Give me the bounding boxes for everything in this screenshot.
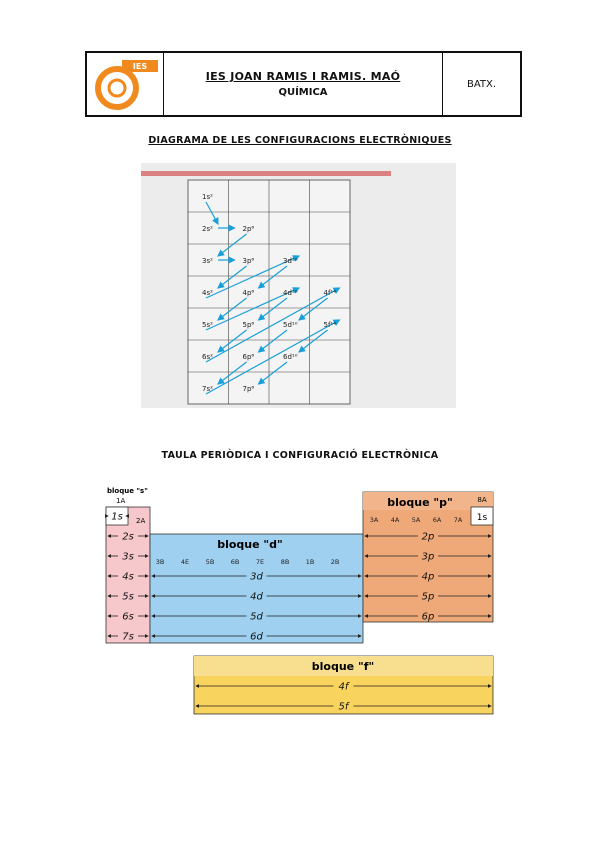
orbital-label: 7s² xyxy=(202,385,213,393)
s-row-label: 5s xyxy=(122,591,134,603)
s-block-label: bloque "s" xyxy=(107,487,148,495)
orbital-label: 6s² xyxy=(202,353,213,361)
group-2a: 2A xyxy=(136,517,146,525)
p-row-label: 5p xyxy=(421,591,435,603)
s-row-label: 1s xyxy=(111,511,123,523)
group-label: 7E xyxy=(255,558,265,566)
school-logo xyxy=(90,54,160,114)
orbital-label: 4d¹⁰ xyxy=(283,289,298,297)
p-block xyxy=(363,492,493,623)
group-8a: 8A xyxy=(477,496,487,504)
orbital-label: 6d¹⁰ xyxy=(283,353,298,361)
s-block xyxy=(106,487,150,643)
orbital-label: 3d¹⁰ xyxy=(283,257,298,265)
d-row-label: 3d xyxy=(250,571,263,583)
level-cell xyxy=(443,53,520,115)
header-table xyxy=(85,51,522,117)
school-cell xyxy=(164,53,443,115)
d-row-label: 4d xyxy=(250,591,263,603)
d-row-label: 5d xyxy=(250,611,263,623)
f-row-label: 4f xyxy=(338,681,349,693)
group-label: 2B xyxy=(330,558,340,566)
d-block xyxy=(150,534,363,643)
orbital-label: 6p⁶ xyxy=(242,353,255,361)
group-label: 5B xyxy=(205,558,215,566)
p-row-label: 6p xyxy=(421,611,435,623)
config-diagram-svg xyxy=(141,163,456,408)
group-1a: 1A xyxy=(116,497,126,505)
orbital-label: 5p⁶ xyxy=(242,321,255,329)
group-label: 3A xyxy=(369,516,379,524)
he-1s: 1s xyxy=(476,513,488,523)
orbital-label: 1s² xyxy=(202,193,213,201)
config-diagram xyxy=(141,163,456,408)
orbital-label: 4s² xyxy=(202,289,213,297)
orbital-label: 5f¹⁴ xyxy=(323,321,337,329)
p-block-label: bloque "p" xyxy=(387,496,453,509)
s-row-label: 4s xyxy=(122,571,134,583)
group-label: 7A xyxy=(453,516,463,524)
s-row-label: 2s xyxy=(122,531,134,543)
group-label: 6B xyxy=(230,558,240,566)
p-row-label: 2p xyxy=(421,531,435,543)
f-block xyxy=(194,656,493,714)
orbital-label: 5s² xyxy=(202,321,213,329)
s-row-label: 7s xyxy=(122,631,134,643)
logo-text: IES xyxy=(132,62,148,71)
section2-title: TAULA PERIÒDICA I CONFIGURACIÓ ELECTRÒNICA xyxy=(161,450,439,461)
orbital-label: 3p⁶ xyxy=(242,257,255,265)
orbital-label: 7p⁶ xyxy=(242,385,255,393)
f-row-label: 5f xyxy=(338,701,349,713)
s-row-label: 6s xyxy=(122,611,134,623)
subject: QUÍMICA xyxy=(278,87,328,98)
group-label: 1B xyxy=(305,558,315,566)
periodic-table-svg xyxy=(100,480,500,720)
s-row-label: 3s xyxy=(122,551,134,563)
section1-title: DIAGRAMA DE LES CONFIGURACIONS ELECTRÒNIQUES xyxy=(148,135,452,146)
group-label: 5A xyxy=(411,516,421,524)
orbital-label: 5d¹⁰ xyxy=(283,321,298,329)
cropped-caption-strip xyxy=(141,171,391,176)
orbital-label: 4p⁶ xyxy=(242,289,255,297)
level-label: BATX. xyxy=(466,78,497,90)
logo-cell xyxy=(87,53,164,115)
orbital-label: 2p⁶ xyxy=(242,225,255,233)
f-block-label: bloque "f" xyxy=(311,660,375,673)
school-name: IES JOAN RAMIS I RAMIS. MAÓ xyxy=(205,70,401,83)
p-row-label: 3p xyxy=(421,551,435,563)
d-block-label: bloque "d" xyxy=(217,538,283,551)
periodic-table xyxy=(100,480,500,720)
orbital-label: 3s² xyxy=(202,257,213,265)
orbital-label: 4f¹⁴ xyxy=(323,289,337,297)
orbital-label: 2s² xyxy=(202,225,213,233)
group-label: 4E xyxy=(180,558,190,566)
d-row-label: 6d xyxy=(250,631,263,643)
group-label: 3B xyxy=(155,558,165,566)
group-label: 4A xyxy=(390,516,400,524)
group-label: 6A xyxy=(432,516,442,524)
group-label: 8B xyxy=(280,558,290,566)
p-row-label: 4p xyxy=(421,571,435,583)
